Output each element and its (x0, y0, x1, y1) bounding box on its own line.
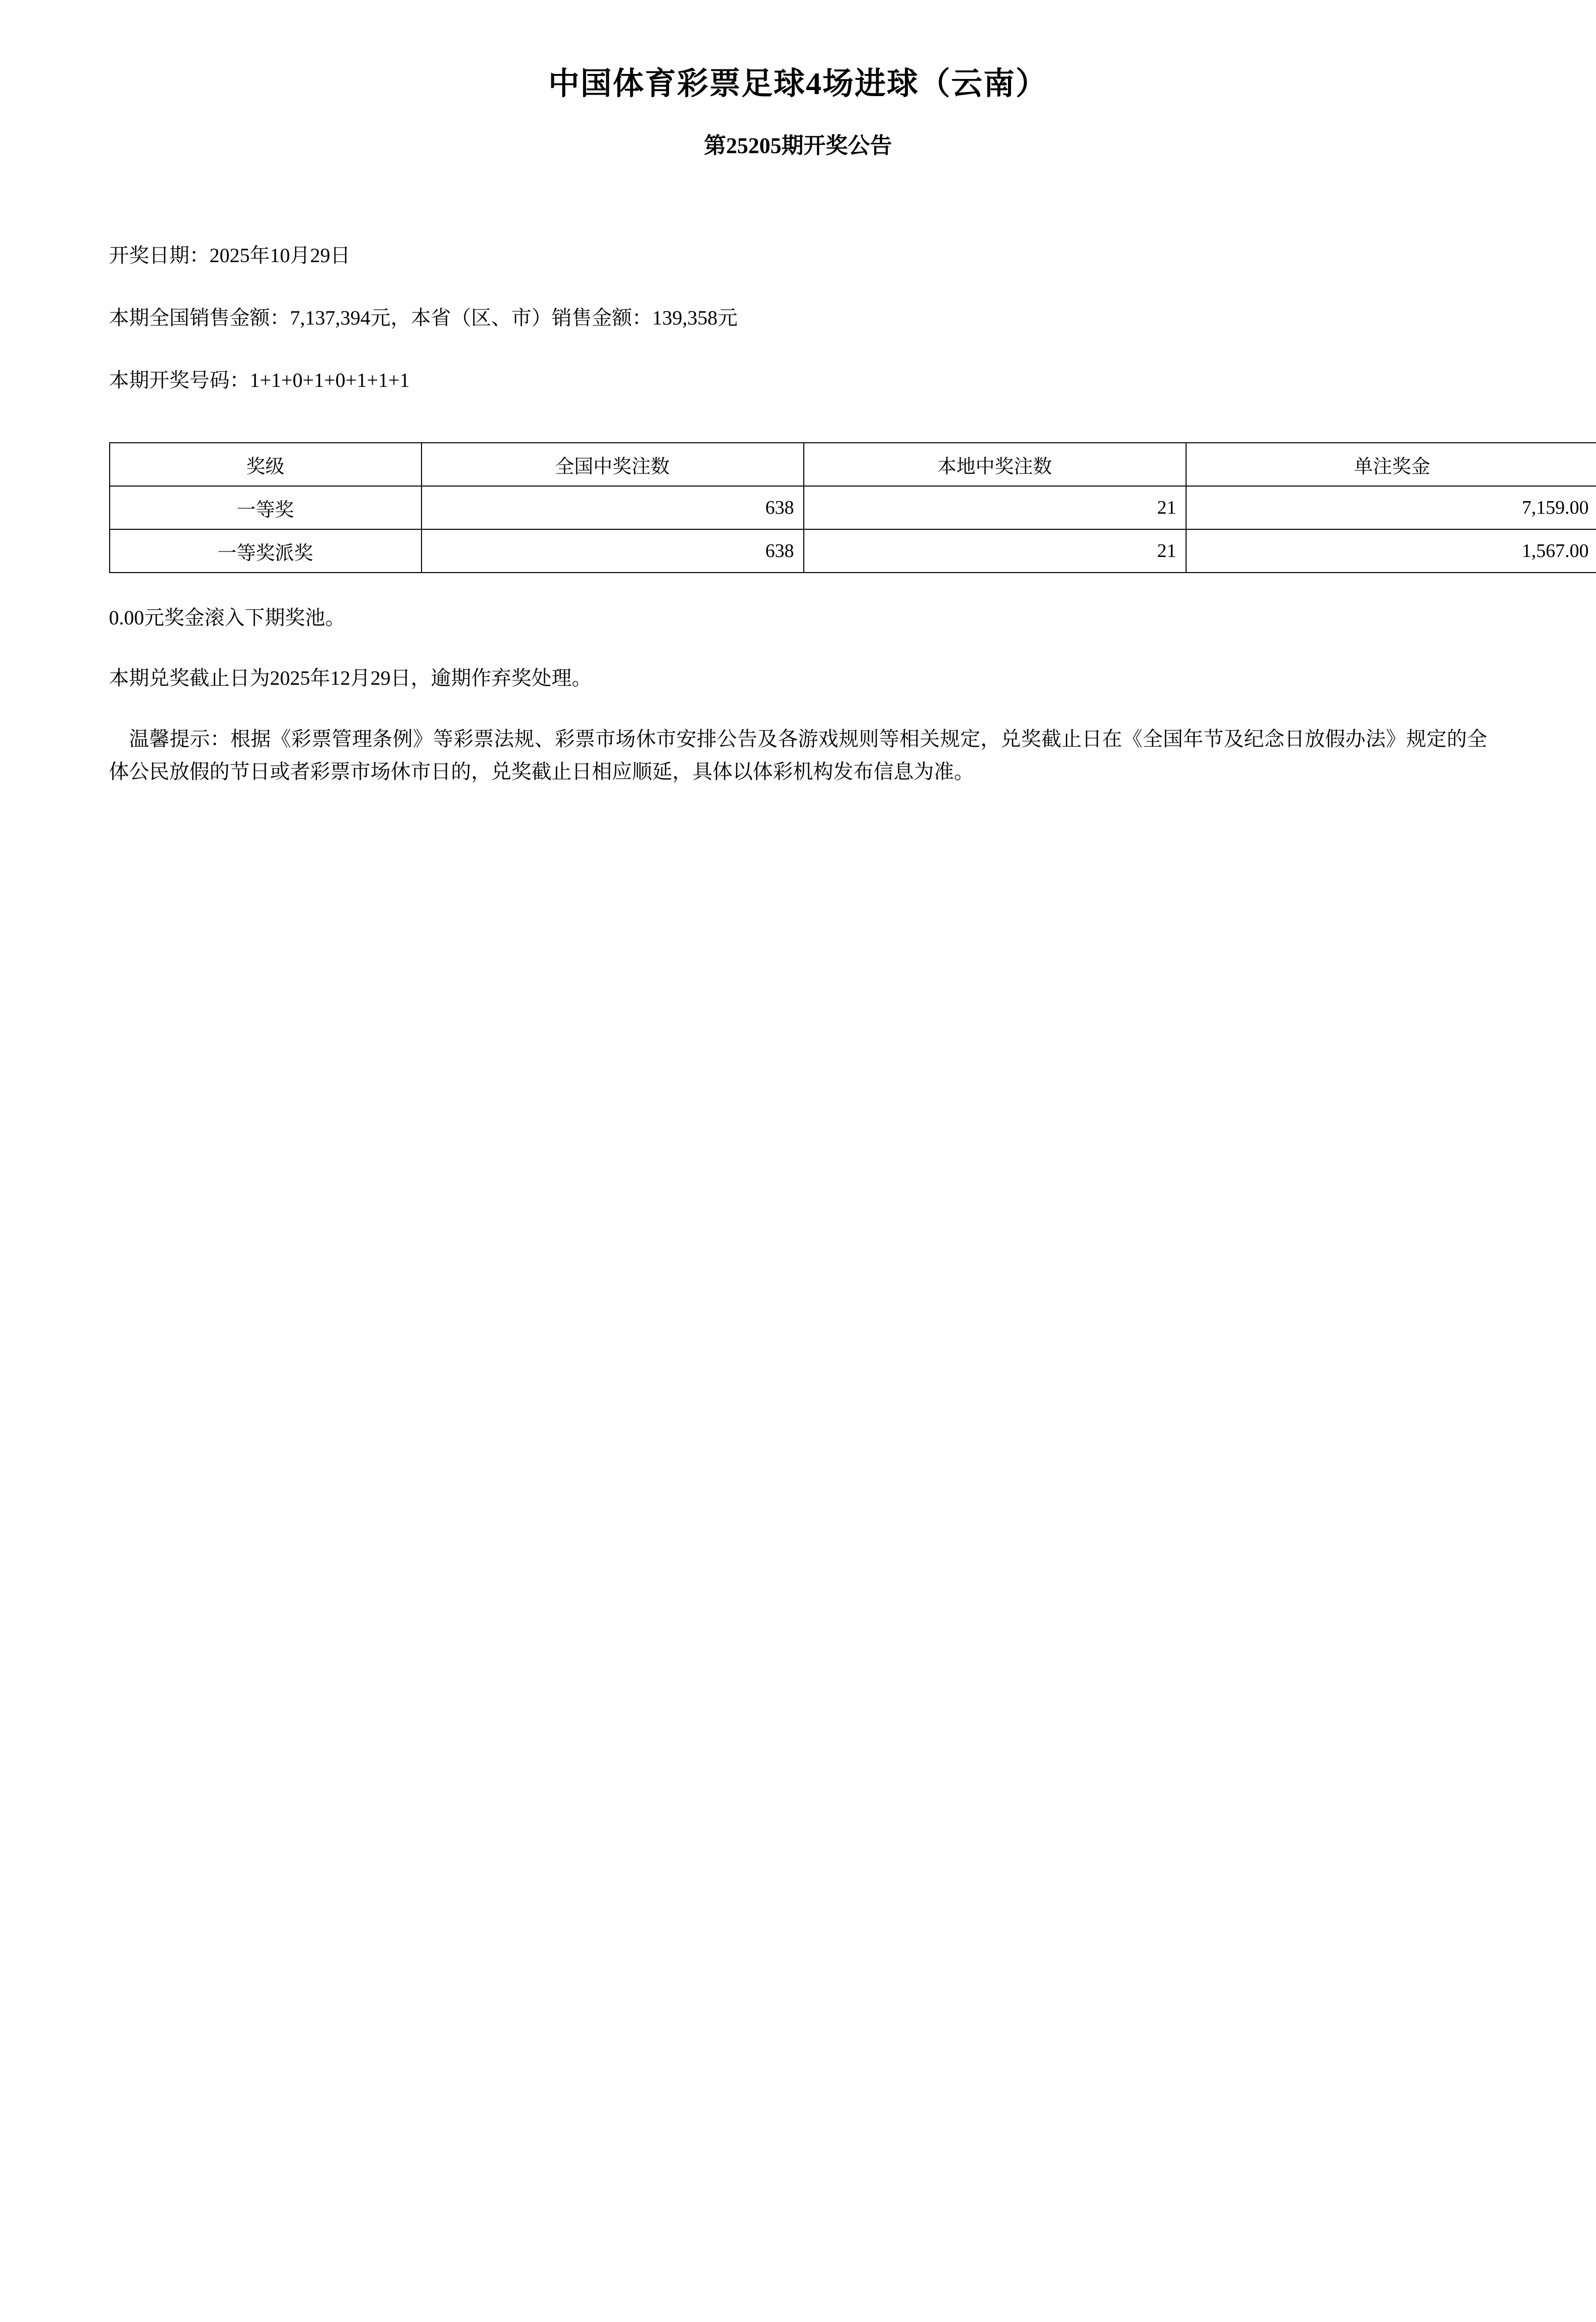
column-header-grade: 奖级 (110, 443, 422, 486)
draw-date-line: 开奖日期：2025年10月29日 (109, 240, 1487, 271)
cell-local-count: 21 (804, 529, 1186, 573)
column-header-national-count: 全国中奖注数 (422, 443, 804, 486)
cell-grade: 一等奖派奖 (110, 529, 422, 573)
column-header-local-count: 本地中奖注数 (804, 443, 1186, 486)
prize-table (109, 442, 1596, 573)
announcement-body (54, 240, 1543, 788)
cell-national-count: 638 (422, 486, 804, 529)
claim-deadline-line: 本期兑奖截止日为2025年12月29日，逾期作弃奖处理。 (109, 663, 1487, 694)
sales-amount-line: 本期全国销售金额：7,137,394元，本省（区、市）销售金额：139,358元 (109, 302, 1487, 334)
rollover-line: 0.00元奖金滚入下期奖池。 (109, 602, 1487, 633)
cell-national-count: 638 (422, 529, 804, 573)
winning-numbers-line: 本期开奖号码：1+1+0+1+0+1+1+1 (109, 365, 1487, 396)
page-subtitle: 第25205期开奖公告 (0, 133, 1596, 159)
announcement-page (0, 65, 1596, 2322)
page-title: 中国体育彩票足球4场进球（云南） (0, 65, 1596, 103)
table-header-row (110, 443, 1596, 486)
warm-tip-paragraph (109, 723, 1487, 788)
cell-unit-prize: 7,159.00 (1186, 486, 1596, 529)
cell-local-count: 21 (804, 486, 1186, 529)
prize-table-wrapper (109, 442, 1487, 573)
cell-grade: 一等奖 (110, 486, 422, 529)
warm-tip-text: 温馨提示：根据《彩票管理条例》等彩票法规、彩票市场休市安排公告及各游戏规则等相关规定，兑奖截止日在《全国年节及纪念日放假办法》规定的全体公民放假的节日或者彩票市场休市日的，兑奖截止日相应顺延，具体以体彩机构发布信息为准。 (109, 728, 1487, 783)
table-row (110, 529, 1596, 573)
table-row (110, 486, 1596, 529)
column-header-unit-prize: 单注奖金 (1186, 443, 1596, 486)
cell-unit-prize: 1,567.00 (1186, 529, 1596, 573)
